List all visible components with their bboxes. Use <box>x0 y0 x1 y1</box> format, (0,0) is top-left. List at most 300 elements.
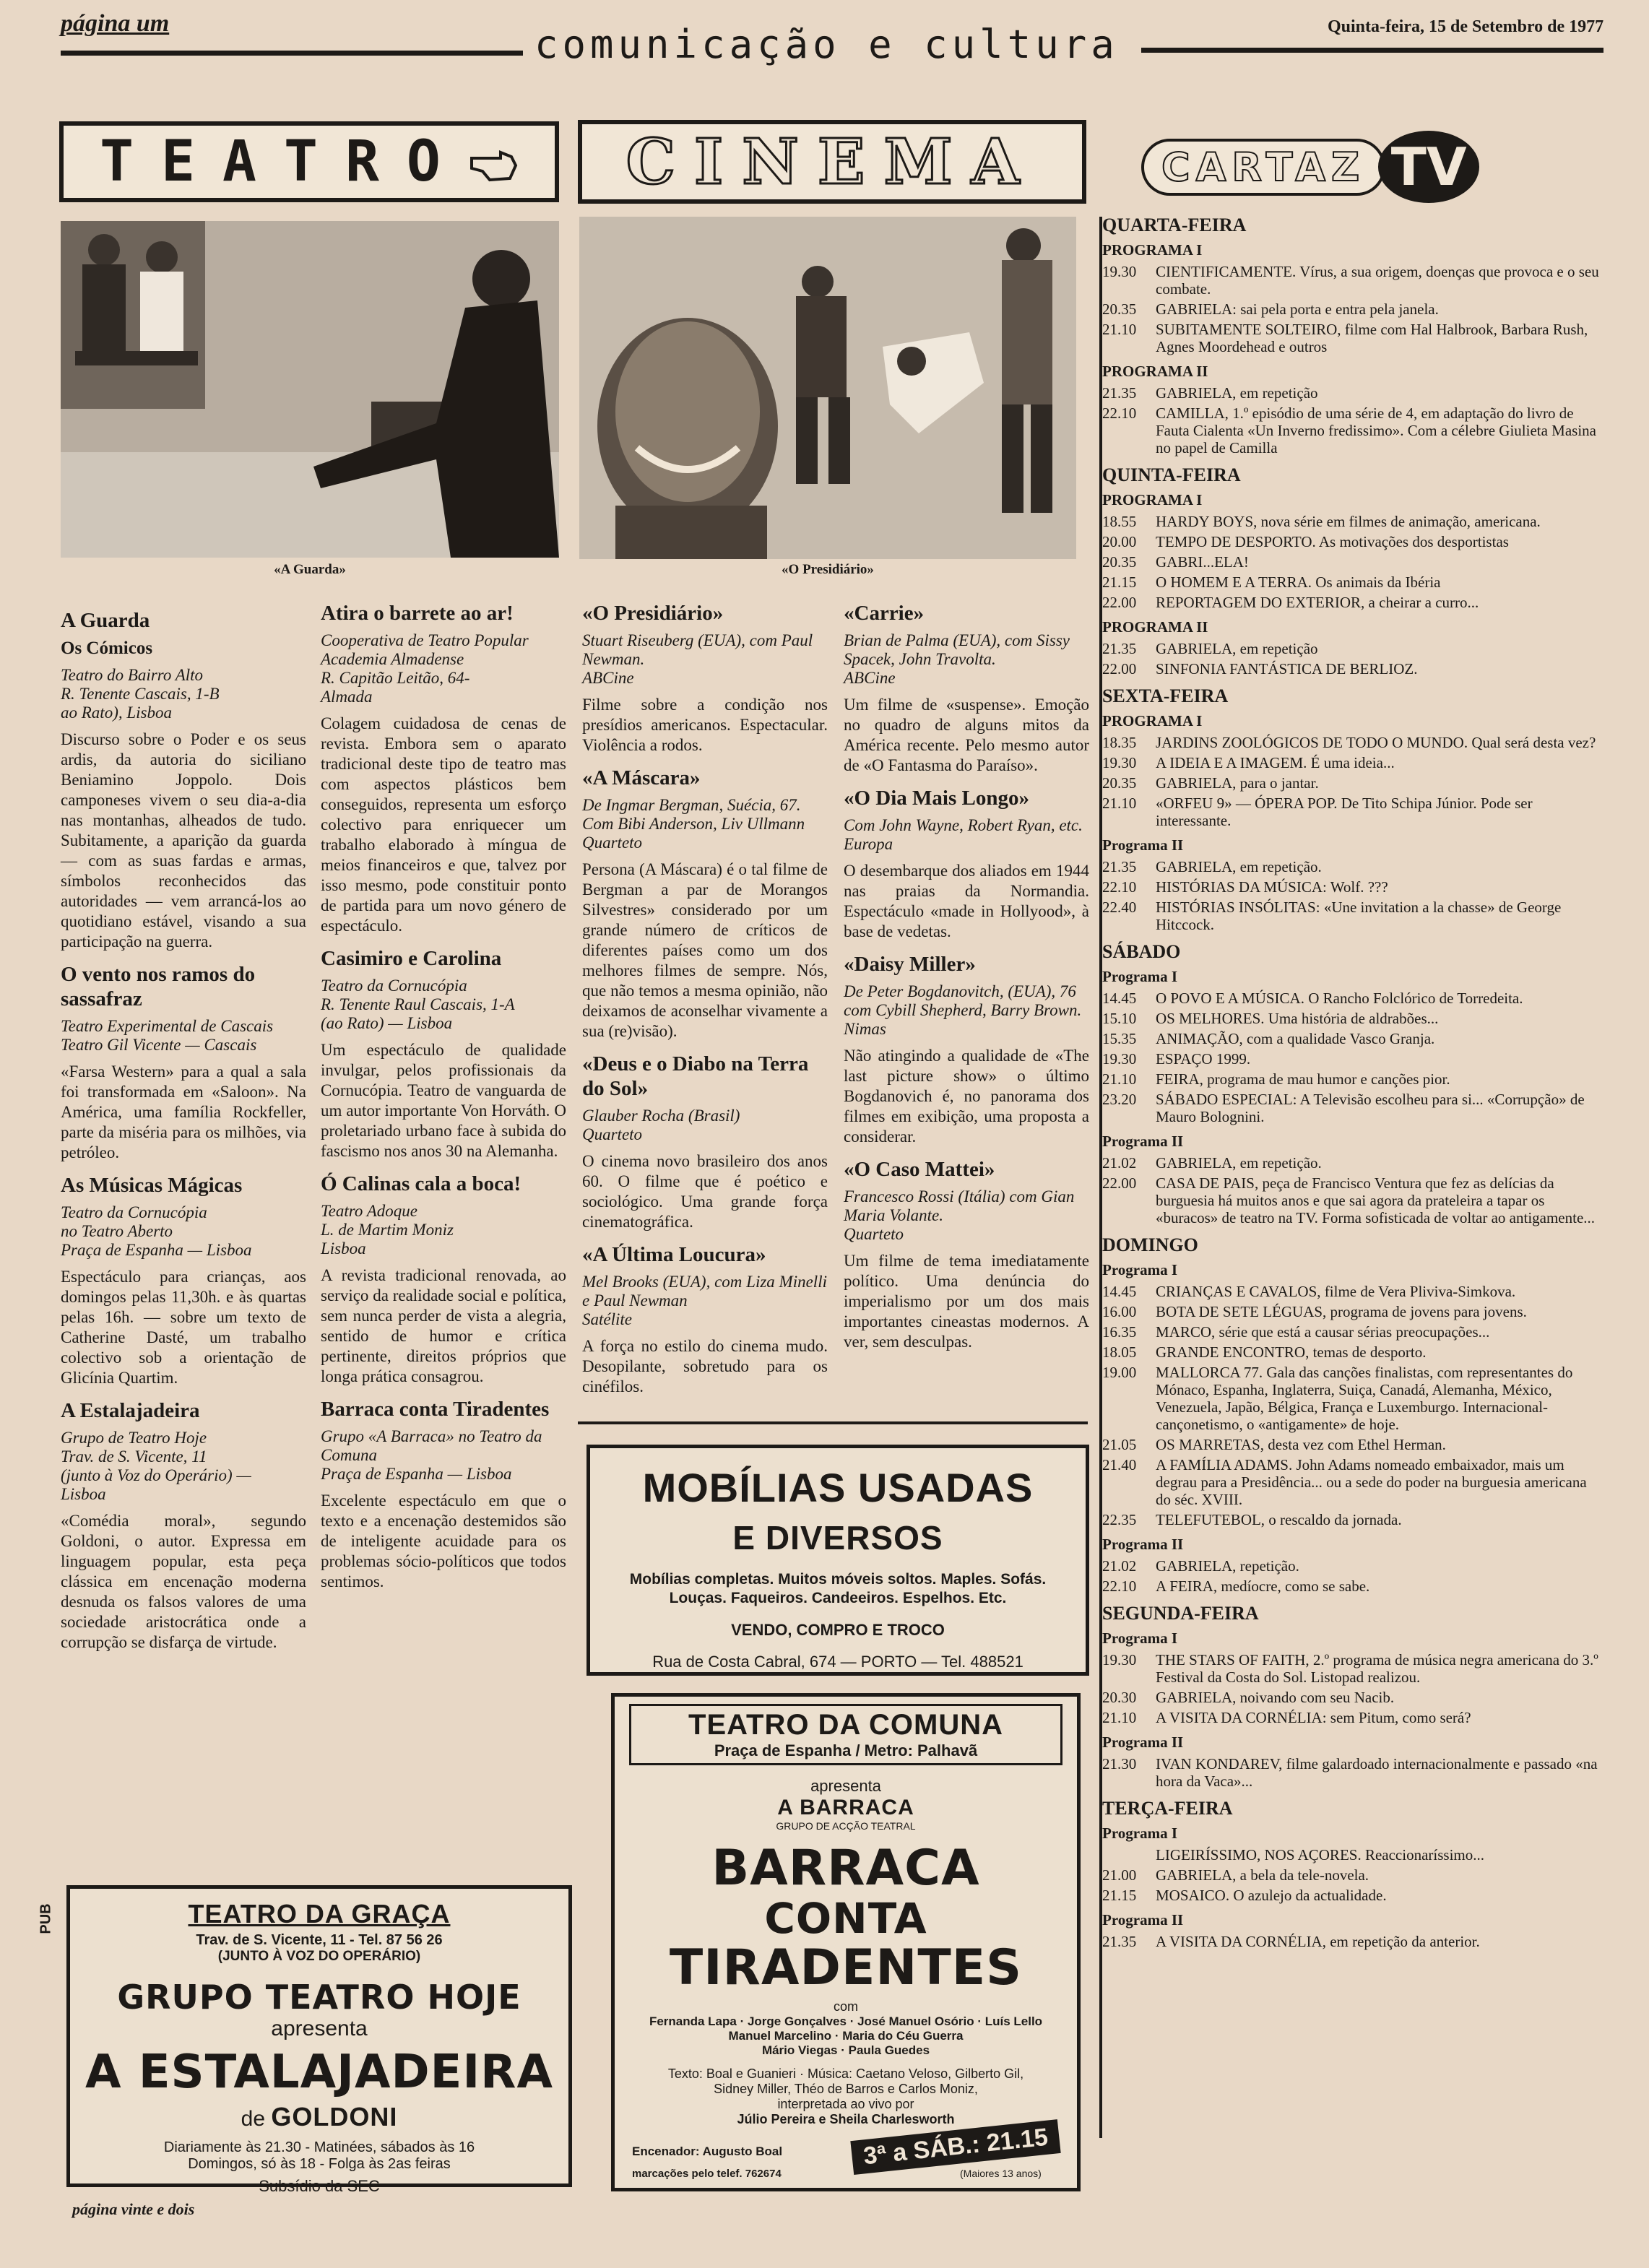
tv-time: 16.35 <box>1102 1323 1137 1341</box>
tv-day-heading: SÁBADO <box>1102 941 1181 962</box>
review-venue <box>321 1427 566 1484</box>
venue-line: Lisboa <box>61 1485 106 1503</box>
ad-comuna-presents: apresenta <box>810 1777 881 1795</box>
venue-line: (ao Rato) — Lisboa <box>321 1014 453 1032</box>
tv-time: 22.10 <box>1102 404 1137 422</box>
venue-line: Lisboa <box>321 1239 366 1258</box>
tv-day-heading: QUINTA-FEIRA <box>1102 464 1241 485</box>
tv-time: 22.00 <box>1102 594 1137 611</box>
tv-listing-row <box>1102 1846 1601 1864</box>
teatro-column-2 <box>321 591 566 1598</box>
tv-description: REPORTAGEM DO EXTERIOR, a cheirar a curro... <box>1156 594 1479 611</box>
ad-graca-author-line <box>70 2102 568 2132</box>
film-title: «Carrie» <box>844 602 925 625</box>
film-body: O cinema novo brasileiro dos anos 60. O filme que é poético e sociológico. Uma grande força cinematográfica. <box>582 1152 828 1231</box>
tv-listing-row <box>1102 533 1601 550</box>
tv-time: 21.00 <box>1102 1866 1137 1884</box>
review-body: Colagem cuidadosa de cenas de revista. Embora sem o aparato tradicional deste tipo de teatro mas com aspectos plásticos bem conseguidos, representa um esforço colectivo para enriquecer um trabalho elaborado à míngua de meios financeiros e que, talvez por isso mesmo, pode constituir ponto de partida para um novo género de espectáculo. <box>321 714 566 935</box>
ad-comuna-director: Encenador: Augusto Boal <box>632 2144 783 2158</box>
tv-listing-row <box>1102 1154 1601 1172</box>
tv-description: MOSAICO. O azulejo da actualidade. <box>1156 1887 1387 1904</box>
ad-graca-times: Diariamente às 21.30 - Matinées, sábados às 16 <box>163 2139 475 2155</box>
tv-description: O HOMEM E A TERRA. Os animais da Ibéria <box>1156 574 1441 591</box>
venue-line: Teatro Adoque <box>321 1202 417 1220</box>
tv-time: 19.00 <box>1102 1364 1137 1381</box>
tv-listing-row <box>1102 263 1601 298</box>
tv-channel-heading: PROGRAMA II <box>1102 363 1208 380</box>
tv-channel-heading: PROGRAMA I <box>1102 491 1203 508</box>
tv-time: 20.35 <box>1102 300 1137 318</box>
ad-comuna-schedule-badge <box>850 2119 1061 2175</box>
credits-line: Brian de Palma (EUA), com Sissy Spacek, John Travolta. <box>844 631 1070 668</box>
ad-pub-label: PUB <box>38 1903 54 1934</box>
film-body: O desembarque dos aliados em 1944 nas praias da Normandia. Espectáculo «made in Hollyood», à base de vedetas. <box>844 862 1089 940</box>
tv-description: GABRIELA, em repetição <box>1156 640 1318 657</box>
tv-time: 18.35 <box>1102 734 1137 751</box>
review-body: Excelente espectáculo em que o texto e a encenação destemidos são de inteligente acuidade para os problemas sócio-políticos que todos sentimos. <box>321 1492 566 1590</box>
tv-channel-heading: Programa II <box>1102 1911 1184 1929</box>
tv-time: 14.45 <box>1102 990 1137 1007</box>
masthead-page-label: página um <box>61 10 170 37</box>
venue-line: Grupo de Teatro Hoje <box>61 1429 207 1447</box>
tv-listing-row <box>1102 1343 1601 1361</box>
review-venue <box>61 1429 306 1504</box>
ad-comuna-play-line-1: BARRACA <box>711 1840 980 1897</box>
tv-listing-row <box>1102 384 1601 402</box>
venue-line: Teatro da Cornucópia <box>61 1203 207 1221</box>
photo-a-guarda <box>61 221 559 558</box>
tv-time: 19.30 <box>1102 1651 1137 1668</box>
ad-comuna-credits: interpretada ao vivo por <box>777 2097 914 2111</box>
tv-channel-heading: Programa I <box>1102 968 1178 985</box>
review-venue <box>321 977 566 1033</box>
review-title: As Músicas Mágicas <box>61 1174 243 1197</box>
tv-listing-row <box>1102 1651 1601 1686</box>
ad-mobilias-address: Rua de Costa Cabral, 674 — PORTO — Tel. 488521 <box>652 1653 1023 1671</box>
tv-description: TEMPO DE DESPORTO. As motivações dos desportistas <box>1156 533 1509 550</box>
tv-description: MALLORCA 77. Gala das canções finalistas, com representantes do Mónaco, Espanha, Inglaterra, Suiça, Canadá, Alemanha, México, Venezuela, Japão, Bélgica, França e Luxemburgo. Internacional-cançonetismo, o «antigamente» de hoje. <box>1156 1364 1573 1433</box>
credits-line: Glauber Rocha (Brasil) <box>582 1107 740 1125</box>
ad-mobilias-title: MOBÍLIAS USADAS <box>642 1465 1034 1510</box>
tv-description: A FEIRA, medíocre, como se sabe. <box>1156 1577 1370 1595</box>
tv-listing-row <box>1102 878 1601 896</box>
venue-line: Praça de Espanha — Lisboa <box>321 1465 512 1483</box>
film-body: Persona (A Máscara) é o tal filme de Bergman a par de Morangos Silvestres» considerado por um grande número de críticos de diferentes países como um dos melhores filmes de sempre. Nós, que não temos a mesma opinião, não deixamos de aconselhar vivamente a sua (re)visão). <box>582 860 828 1040</box>
tv-day-heading: DOMINGO <box>1102 1234 1198 1255</box>
tv-description: GABRIELA, a bela da tele-novela. <box>1156 1866 1369 1884</box>
ad-graca-address: Trav. de S. Vicente, 11 - Tel. 87 56 26 <box>196 1932 443 1948</box>
tv-listing-row <box>1102 858 1601 875</box>
stage-scene-photo <box>61 221 559 558</box>
tv-listing-row <box>1102 513 1601 530</box>
tv-listing-row <box>1102 1436 1601 1453</box>
tv-day-heading: SEGUNDA-FEIRA <box>1102 1603 1259 1624</box>
tv-time: 22.40 <box>1102 899 1137 916</box>
tv-description: GABRIELA, noivando com seu Nacib. <box>1156 1689 1395 1706</box>
tv-description: HISTÓRIAS INSÓLITAS: «Une invitation a la chasse» de George Hitccock. <box>1156 899 1562 933</box>
tv-time: 18.05 <box>1102 1343 1137 1361</box>
review-venue <box>321 1202 566 1258</box>
tv-listing-row <box>1102 660 1601 678</box>
tv-description: HARDY BOYS, nova série em filmes de animação, americana. <box>1156 513 1541 530</box>
tv-time: 20.00 <box>1102 533 1137 550</box>
tv-time: 16.00 <box>1102 1303 1137 1320</box>
tv-listing-row <box>1102 1511 1601 1528</box>
ad-comuna-age: (Maiores 13 anos) <box>960 2168 1042 2179</box>
ad-mobilias-usadas <box>587 1445 1089 1676</box>
tv-badge <box>1378 131 1479 203</box>
tv-listing-row <box>1102 1070 1601 1088</box>
ad-mobilias-items: Mobílias completas. Muitos móveis soltos. Maples. Sofás. Louças. Faqueiros. Candeeiros. Espelhos. Etc. <box>629 1571 1047 1606</box>
tv-time: 22.10 <box>1102 1577 1137 1595</box>
film-body: Um filme de tema imediatamente político. Uma denúncia do imperialismo por um dos mais importantes cineastas modernos. A ver, sem desculpas. <box>844 1252 1089 1351</box>
tv-listing-row <box>1102 1689 1601 1706</box>
film-title: «Deus e o Diabo na Terra do Sol» <box>582 1052 809 1100</box>
tv-time: 21.30 <box>1102 1755 1137 1773</box>
review-title: A Estalajadeira <box>61 1399 200 1422</box>
venue-line: Teatro do Bairro Alto <box>61 666 204 684</box>
ad-graca-address-note: (JUNTO À VOZ DO OPERÁRIO) <box>217 1949 421 1964</box>
ad-graca-group: GRUPO TEATRO HOJE <box>117 1978 521 2017</box>
ad-graca-play: A ESTALAJADEIRA <box>85 2046 553 2099</box>
venue-line: Cooperativa de Teatro Popular <box>321 631 529 649</box>
ad-graca-author: GOLDONI <box>271 2102 398 2131</box>
tv-listing-row <box>1102 640 1601 657</box>
tv-description: BOTA DE SETE LÉGUAS, programa de jovens para jovens. <box>1156 1303 1527 1320</box>
tv-listing-row <box>1102 404 1601 456</box>
ad-graca-presents: apresenta <box>271 2017 368 2040</box>
venue-line: Teatro Experimental de Cascais <box>61 1017 274 1035</box>
tv-description: GABRIELA, em repetição. <box>1156 858 1322 875</box>
film-credits <box>582 631 828 688</box>
tv-description: A FAMÍLIA ADAMS. John Adams nomeado embaixador, mais um degrau para a Presidência... ou a sede do poder na burguesia americana do séc. XVIII. <box>1156 1456 1587 1508</box>
film-credits <box>844 982 1089 1039</box>
tv-description: CIENTIFICAMENTE. Vírus, a sua origem, doenças que provoca e o seu combate. <box>1156 263 1599 298</box>
footer-page-label: página vinte e dois <box>72 2200 195 2218</box>
tv-description: TELEFUTEBOL, o rescaldo da jornada. <box>1156 1511 1402 1528</box>
review-title: Ó Calinas cala a boca! <box>321 1172 521 1195</box>
review-body: Espectáculo para crianças, aos domingos pelas 11,30h. e às quartas pelas 16h. — sobre um texto de Catherine Dasté, um trabalho colectivo sob a orientação de Glicínia Quartim. <box>61 1268 306 1387</box>
tv-listing-row <box>1102 1577 1601 1595</box>
tv-description: LIGEIRÍSSIMO, NOS AÇORES. Reaccionaríssimo... <box>1156 1846 1484 1864</box>
ad-comuna-play-line-2: CONTA <box>764 1894 927 1943</box>
film-title: «A Última Loucura» <box>582 1243 766 1266</box>
tv-channel-heading: Programa I <box>1102 1261 1178 1278</box>
teatro-column-1 <box>61 598 306 1658</box>
review-venue <box>321 631 566 706</box>
tv-listing-row <box>1102 899 1601 933</box>
tv-listing-row <box>1102 734 1601 751</box>
review-venue <box>61 1203 306 1260</box>
photo-o-presidiario <box>579 217 1076 559</box>
tv-time: 19.30 <box>1102 754 1137 771</box>
cinema-header <box>578 120 1086 204</box>
venue-line: Praça de Espanha — Lisboa <box>61 1241 252 1259</box>
ad-comuna-play-line-3: TIRADENTES <box>669 1939 1023 1996</box>
credits-line: De Ingmar Bergman, Suécia, 67. Com Bibi Anderson, Liv Ullmann <box>582 796 805 833</box>
review-title: Atira o barrete ao ar! <box>321 602 514 625</box>
venue-line: R. Tenente Cascais, 1-B <box>61 685 220 703</box>
masthead-rule-left <box>61 51 523 56</box>
review-venue <box>61 1017 306 1055</box>
tv-listing-row <box>1102 1709 1601 1726</box>
tv-channel-heading: Programa I <box>1102 1825 1178 1842</box>
credits-line: De Peter Bogdanovitch, (EUA), 76 com Cybill Shepherd, Barry Brown. <box>844 982 1082 1019</box>
tv-time: 22.10 <box>1102 878 1137 896</box>
venue-line: no Teatro Aberto <box>61 1222 173 1240</box>
caption-a-guarda: «A Guarda» <box>274 562 346 577</box>
tv-listing-row <box>1102 300 1601 318</box>
credits-line: Francesco Rossi (Itália) com Gian Maria Volante. <box>844 1187 1075 1224</box>
tv-time: 20.35 <box>1102 553 1137 571</box>
tv-listing-row <box>1102 990 1601 1007</box>
masthead-section-title: comunicação e cultura <box>534 22 1119 67</box>
review-title: A Guarda <box>61 609 150 632</box>
tv-time: 22.00 <box>1102 1174 1137 1192</box>
review-subtitle: Os Cómicos <box>61 639 153 658</box>
venue-line: (junto à Voz do Operário) — <box>61 1466 251 1484</box>
tv-channel-heading: PROGRAMA I <box>1102 241 1203 259</box>
film-title: «O Presidiário» <box>582 602 724 625</box>
credits-line: Quarteto <box>844 1225 904 1243</box>
tv-channel-heading: Programa II <box>1102 1133 1184 1150</box>
tv-listing-row <box>1102 774 1601 792</box>
tv-listing-row <box>1102 1933 1601 1950</box>
film-body: A força no estilo do cinema mudo. Desopilante, sobretudo para os cinéfilos. <box>582 1337 828 1395</box>
tv-channel-heading: Programa II <box>1102 1734 1184 1751</box>
cartaz-header-label: CARTAZ <box>1161 144 1366 190</box>
tv-listing-row <box>1102 321 1601 355</box>
credits-line: Quarteto <box>582 1125 643 1143</box>
credits-line: ABCine <box>844 669 896 687</box>
ad-comuna-group: A BARRACA <box>777 1796 914 1819</box>
film-credits <box>844 816 1089 854</box>
film-credits <box>844 1187 1089 1244</box>
tv-listing-row <box>1102 795 1601 829</box>
tv-description: CRIANÇAS E CAVALOS, filme de Vera Pliviva-Simkova. <box>1156 1283 1516 1300</box>
review-venue <box>61 666 306 722</box>
cartaz-banner <box>1141 139 1385 196</box>
tv-time: 15.10 <box>1102 1010 1137 1027</box>
pointing-hand-icon <box>468 137 519 187</box>
credits-line: ABCine <box>582 669 634 687</box>
tv-description: «ORFEU 9» — ÓPERA POP. De Tito Schipa Júnior. Pode ser interessante. <box>1156 795 1533 829</box>
tv-description: GABRI...ELA! <box>1156 553 1249 571</box>
tv-description: GABRIELA, em repetição <box>1156 384 1318 402</box>
tv-time: 21.15 <box>1102 1887 1137 1904</box>
ad-comuna-with: com <box>833 1999 858 2014</box>
tv-listing-row <box>1102 754 1601 771</box>
tv-description: GRANDE ENCONTRO, temas de desporto. <box>1156 1343 1427 1361</box>
tv-description: HISTÓRIAS DA MÚSICA: Wolf. ??? <box>1156 878 1388 896</box>
tv-time: 21.35 <box>1102 384 1137 402</box>
tv-channel-heading: PROGRAMA II <box>1102 618 1208 636</box>
masthead-rule-right <box>1141 48 1603 53</box>
ad-comuna-cast: Manuel Marcelino · Maria do Céu Guerra <box>728 2029 964 2043</box>
cinema-column-2 <box>844 591 1089 1358</box>
venue-line: R. Capitão Leitão, 64- <box>321 669 470 687</box>
credits-line: Com John Wayne, Robert Ryan, etc. <box>844 816 1083 834</box>
tv-channel-heading: Programa II <box>1102 836 1184 854</box>
tv-description: FEIRA, programa de mau humor e canções pior. <box>1156 1070 1450 1088</box>
tv-time: 22.00 <box>1102 660 1137 678</box>
tv-time: 21.10 <box>1102 795 1137 812</box>
tv-listing-row <box>1102 1557 1601 1575</box>
tv-listing-row <box>1102 1283 1601 1300</box>
tv-listings <box>1102 207 1601 1953</box>
ad-comuna-title: TEATRO DA COMUNA <box>688 1709 1003 1741</box>
tv-description: ANIMAÇÃO, com a qualidade Vasco Granja. <box>1156 1030 1435 1047</box>
ad-comuna-credits: Júlio Pereira e Sheila Charlesworth <box>737 2112 955 2126</box>
tv-description: THE STARS OF FAITH, 2.º programa de música negra americana do 3.º Festival da Costa do Sol. Listopad realizou. <box>1156 1651 1598 1686</box>
tv-listing-row <box>1102 1887 1601 1904</box>
ad-graca-footer: Subsídio da SEC <box>259 2177 380 2195</box>
film-title: «A Máscara» <box>582 766 701 789</box>
teatro-header <box>59 121 559 202</box>
tv-description: A VISITA DA CORNÉLIA, em repetição da anterior. <box>1156 1933 1480 1950</box>
credits-line: Mel Brooks (EUA), com Liza Minelli e Paul Newman <box>582 1273 827 1310</box>
credits-line: Satélite <box>582 1310 632 1328</box>
tv-description: GABRIELA: sai pela porta e entra pela janela. <box>1156 300 1439 318</box>
review-body: «Comédia moral», segundo Goldoni, o autor. Expressa em linguagem popular, esta peça clássica em encenação moderna desnuda os falsos valores de uma sociedade aristocrática onde a corrupção se disfarça de virtude. <box>61 1512 306 1651</box>
tv-time <box>1102 1846 1156 1864</box>
tv-description: IVAN KONDAREV, filme galardoado internacionalmente e passado «na hora da Vaca»... <box>1156 1755 1598 1790</box>
tv-time: 21.02 <box>1102 1154 1137 1172</box>
credits-line: Nimas <box>844 1020 886 1038</box>
ad-teatro-da-comuna <box>611 1693 1081 2191</box>
tv-description: ESPAÇO 1999. <box>1156 1050 1251 1068</box>
tv-description: OS MELHORES. Uma história de aldrabões... <box>1156 1010 1439 1027</box>
tv-description: GABRIELA, repetição. <box>1156 1557 1299 1575</box>
tv-time: 21.10 <box>1102 1070 1137 1088</box>
tv-description: A VISITA DA CORNÉLIA: sem Pitum, como será? <box>1156 1709 1471 1726</box>
tv-description: O POVO E A MÚSICA. O Rancho Folclórico de Torredeita. <box>1156 990 1523 1007</box>
credits-line: Europa <box>844 835 893 853</box>
tv-description: GABRIELA, em repetição. <box>1156 1154 1322 1172</box>
ad-comuna-cast: Mário Viegas · Paula Guedes <box>761 2043 930 2057</box>
tv-time: 14.45 <box>1102 1283 1137 1300</box>
tv-day-heading: SEXTA-FEIRA <box>1102 685 1229 706</box>
venue-line: Academia Almadense <box>321 650 464 668</box>
film-title: «O Caso Mattei» <box>844 1158 995 1181</box>
tv-time: 21.10 <box>1102 1709 1137 1726</box>
tv-description: SUBITAMENTE SOLTEIRO, filme com Hal Halbrook, Barbara Rush, Agnes Moordehead e outros <box>1156 321 1588 355</box>
tv-time: 19.30 <box>1102 263 1137 280</box>
tv-time: 21.10 <box>1102 321 1137 338</box>
tv-listing-row <box>1102 1091 1601 1125</box>
venue-line: Teatro da Cornucópia <box>321 977 467 995</box>
ad-comuna-header <box>629 1704 1062 1765</box>
review-body: A revista tradicional renovada, ao serviço da realidade social e política, sem nunca perder de vista a alegria, sentido de humor e crítica pertinente, direitos próprios que longa prática consagrou. <box>321 1266 566 1385</box>
film-credits <box>582 1273 828 1329</box>
tv-time: 21.35 <box>1102 640 1137 657</box>
venue-line: Trav. de S. Vicente, 11 <box>61 1447 207 1466</box>
film-title: «Daisy Miller» <box>844 953 976 976</box>
ad-comuna-credits: Texto: Boal e Guanieri · Música: Caetano Veloso, Gilberto Gil, <box>667 2066 1024 2081</box>
tv-time: 20.30 <box>1102 1689 1137 1706</box>
tv-listing-row <box>1102 1456 1601 1508</box>
tv-time: 21.15 <box>1102 574 1137 591</box>
masthead-date: Quinta-feira, 15 de Setembro de 1977 <box>1328 17 1604 36</box>
tv-description: SÁBADO ESPECIAL: A Televisão escolheu para si... «Corrupção» de Mauro Bolognini. <box>1156 1091 1585 1125</box>
tv-time: 15.35 <box>1102 1030 1137 1047</box>
teatro-header-label: TEATRO <box>100 129 468 194</box>
ad-teatro-da-graca <box>38 1885 572 2195</box>
ad-graca-times-sunday: Domingos, só às 18 - Folga às 2as feiras <box>188 2156 451 2172</box>
credits-line: Quarteto <box>582 834 643 852</box>
cinema-header-label: CINEMA <box>626 125 1039 199</box>
tv-description: MARCO, série que está a causar sérias preocupações... <box>1156 1323 1490 1341</box>
ad-mobilias-subtitle: E DIVERSOS <box>732 1519 943 1557</box>
tv-listing-row <box>1102 1174 1601 1226</box>
tv-listing-row <box>1102 1030 1601 1047</box>
tv-channel-heading: Programa II <box>1102 1536 1184 1553</box>
ad-comuna-booking: marcações pelo telef. 762674 <box>632 2168 782 2180</box>
tv-description: A IDEIA E A IMAGEM. É uma ideia... <box>1156 754 1395 771</box>
tv-channel-heading: PROGRAMA I <box>1102 712 1203 730</box>
tv-listing-row <box>1102 1010 1601 1027</box>
tv-listing-row <box>1102 1364 1601 1433</box>
review-body: Discurso sobre o Poder e os seus ardis, da autoria do siciliano Beniamino Joppolo. Dois camponeses vivem o seu dia-a-dia nas montanhas, alheados de tudo. Subitamente, a aparição da guarda — com as suas fardas e armas, símbolos reconhecidos das autoridades — vem arrancá-los ao quotidiano estável, visando a sua participação na guerra. <box>61 730 306 951</box>
tv-listing-row <box>1102 1303 1601 1320</box>
tv-channel-heading: Programa I <box>1102 1629 1178 1647</box>
film-body: Filme sobre a condição nos presídios americanos. Espectacular. Violência a rodos. <box>582 696 828 754</box>
tv-day-heading: QUARTA-FEIRA <box>1102 215 1247 235</box>
review-title: Casimiro e Carolina <box>321 947 502 970</box>
tv-description: OS MARRETAS, desta vez com Ethel Herman. <box>1156 1436 1446 1453</box>
tv-description: JARDINS ZOOLÓGICOS DE TODO O MUNDO. Qual será desta vez? <box>1156 734 1596 751</box>
credits-line: Stuart Riseuberg (EUA), com Paul Newman. <box>582 631 813 668</box>
film-body: Um filme de «suspense». Emoção no quadro de alguns mitos da América recente. Pelo mesmo autor de «O Fantasma do Paraíso». <box>844 696 1089 774</box>
venue-line: ao Rato), Lisboa <box>61 704 172 722</box>
ad-comuna-group-sub: GRUPO DE ACÇÃO TEATRAL <box>776 1820 916 1832</box>
film-credits <box>844 631 1089 688</box>
tv-time: 21.40 <box>1102 1456 1137 1473</box>
tv-time: 21.35 <box>1102 1933 1137 1950</box>
tv-listing-row <box>1102 574 1601 591</box>
tv-time: 21.02 <box>1102 1557 1137 1575</box>
venue-line: R. Tenente Raul Cascais, 1-A <box>321 995 515 1013</box>
tv-day-heading: TERÇA-FEIRA <box>1102 1798 1233 1819</box>
tv-listing-row <box>1102 1323 1601 1341</box>
ad-graca-author-prefix: de <box>241 2107 266 2131</box>
ad-graca-title: TEATRO DA GRAÇA <box>188 1899 451 1929</box>
cartaz-tv-header <box>1141 127 1589 207</box>
ad-comuna-cast: Fernanda Lapa · Jorge Gonçalves · José Manuel Osório · Luís Lello <box>649 2014 1043 2028</box>
tv-time: 23.20 <box>1102 1091 1137 1108</box>
film-still-photo <box>579 217 1076 559</box>
film-credits <box>582 796 828 852</box>
film-title: «O Dia Mais Longo» <box>844 787 1029 810</box>
tv-listing-row <box>1102 553 1601 571</box>
review-body: «Farsa Western» para a qual a sala foi transformada em «Saloon». Na América, uma família Rockfeller, parte da miséria para os milhões, via petróleo. <box>61 1062 306 1161</box>
tv-time: 20.35 <box>1102 774 1137 792</box>
tv-time: 21.05 <box>1102 1436 1137 1453</box>
film-body: Não atingindo a qualidade de «The last picture show» o último Bogdanovich é, no panorama dos filmes em exibição, uma proposta a considerar. <box>844 1047 1089 1146</box>
tv-time: 22.35 <box>1102 1511 1137 1528</box>
review-body: Um espectáculo de qualidade invulgar, pelos profissionais da Cornucópia. Teatro de vanguarda de um autor importante Von Horváth. O proletariado urbano face à subida do fascismo nos anos 30 na Alemanha. <box>321 1041 566 1160</box>
tv-listing-row <box>1102 1755 1601 1790</box>
ad-mobilias-slogan: VENDO, COMPRO E TROCO <box>731 1621 945 1639</box>
tv-badge-label: TV <box>1390 137 1467 197</box>
review-title: Barraca conta Tiradentes <box>321 1398 550 1421</box>
film-credits <box>582 1107 828 1144</box>
tv-description: SINFONIA FANTÁSTICA DE BERLIOZ. <box>1156 660 1418 678</box>
tv-description: CAMILLA, 1.º episódio de uma série de 4, em adaptação do livro de Fauta Cialenta «Un Inverno fredissimo». Com a célebre Giulieta Masina no papel de Camilla <box>1156 404 1596 456</box>
review-title: O vento nos ramos do sassafraz <box>61 963 256 1010</box>
venue-line: L. de Martim Moniz <box>321 1221 454 1239</box>
venue-line: Almada <box>321 688 373 706</box>
